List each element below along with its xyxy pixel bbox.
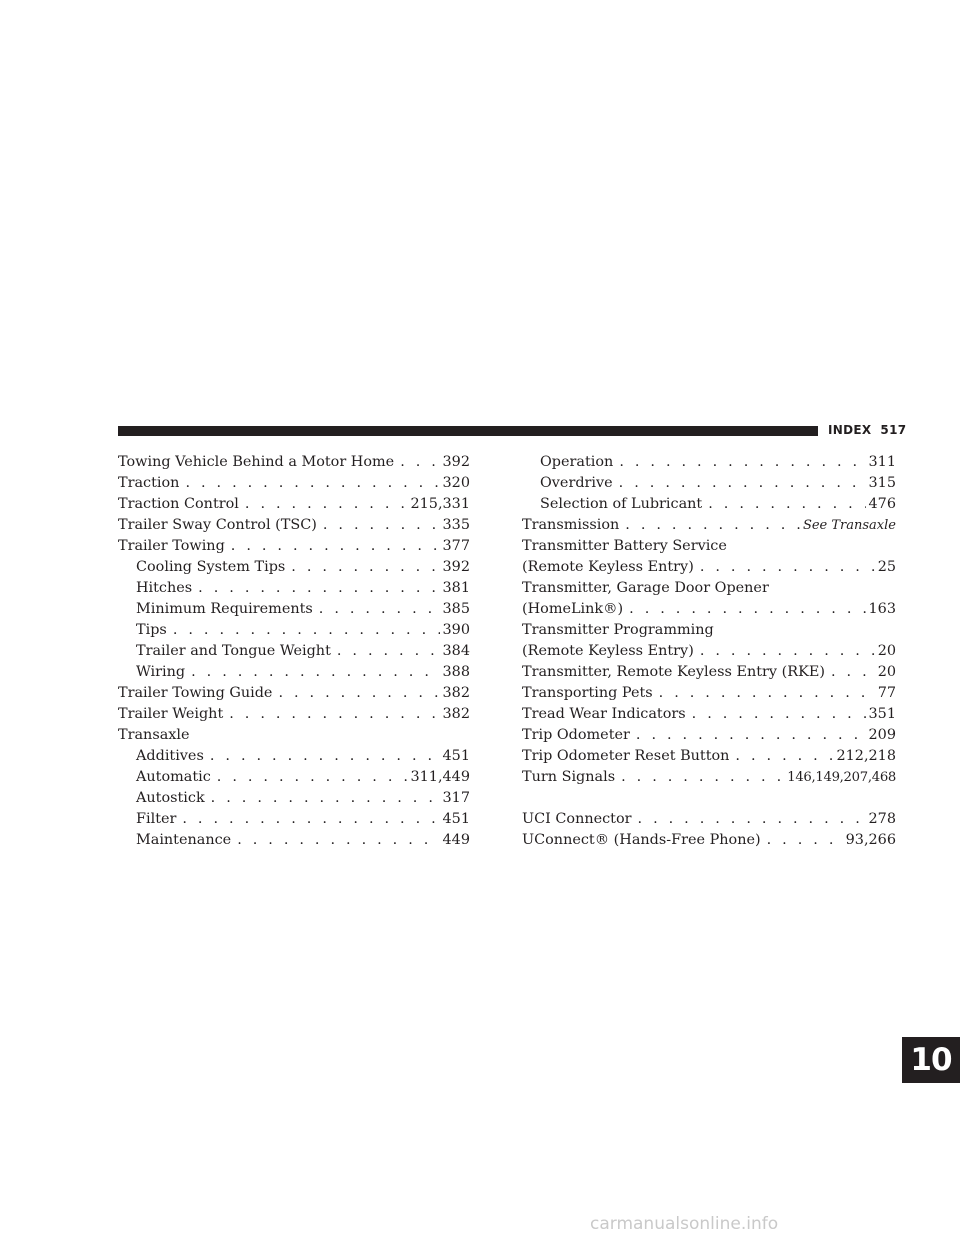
- index-entry: [522, 599, 896, 620]
- index-term: Transporting Pets: [522, 685, 653, 701]
- index-entry: [118, 620, 470, 641]
- dot-leader: [198, 578, 439, 599]
- index-entry: [118, 557, 470, 578]
- index-term: Transmitter Battery Service: [522, 538, 727, 554]
- index-page-ref: 163: [868, 601, 896, 617]
- index-term: Filter: [136, 811, 177, 827]
- dot-leader: [191, 662, 439, 683]
- index-page-ref: 212,218: [836, 748, 896, 764]
- index-entry: [118, 494, 470, 515]
- index-page-ref: 388: [442, 664, 470, 680]
- dot-leader: [319, 599, 440, 620]
- dot-leader: [173, 620, 440, 641]
- index-entry: [118, 473, 470, 494]
- index-entry: [118, 515, 470, 536]
- index-page-ref: 382: [442, 706, 470, 722]
- dot-leader: [619, 473, 866, 494]
- index-term: Overdrive: [540, 475, 613, 491]
- index-page-ref: 20: [877, 643, 896, 659]
- index-entry: [118, 662, 470, 683]
- index-page-ref: 392: [442, 454, 470, 470]
- index-page-ref: 382: [442, 685, 470, 701]
- index-page-ref: 390: [442, 622, 470, 638]
- index-page-ref: 317: [442, 790, 470, 806]
- index-term: Transmission: [522, 517, 620, 533]
- index-entry: [522, 683, 896, 704]
- index-page-ref: 351: [868, 706, 896, 722]
- dot-leader: [625, 515, 800, 536]
- index-term: Traction Control: [118, 496, 239, 512]
- index-page-ref: 315: [868, 475, 896, 491]
- index-entry: [522, 809, 896, 830]
- index-entry: [522, 767, 896, 788]
- index-term: (HomeLink®): [522, 601, 624, 617]
- index-term: Operation: [540, 454, 614, 470]
- index-page-ref: 392: [442, 559, 470, 575]
- index-term: Cooling System Tips: [136, 559, 286, 575]
- dot-leader: [659, 683, 875, 704]
- index-term: Trailer Weight: [118, 706, 224, 722]
- index-entry: [522, 725, 896, 746]
- index-entry: [118, 725, 470, 746]
- index-page-ref: 335: [442, 517, 470, 533]
- dot-leader: [621, 767, 784, 788]
- index-page-ref: 311: [868, 454, 896, 470]
- index-entry: [118, 641, 470, 662]
- dot-leader: [638, 809, 866, 830]
- index-entry: [522, 830, 896, 851]
- dot-leader: [735, 746, 833, 767]
- index-term: Tips: [136, 622, 167, 638]
- index-term: Minimum Requirements: [136, 601, 313, 617]
- dot-leader: [619, 452, 865, 473]
- index-page-ref: 476: [868, 496, 896, 512]
- index-page-ref: 146,149,207,468: [787, 770, 896, 785]
- index-term: Trip Odometer: [522, 727, 630, 743]
- index-page-ref: 25: [877, 559, 896, 575]
- index-term: Turn Signals: [522, 769, 616, 785]
- dot-leader: [629, 599, 865, 620]
- dot-leader: [831, 662, 875, 683]
- running-header: [828, 423, 906, 437]
- dot-leader: [278, 683, 439, 704]
- index-term: Trailer Sway Control (TSC): [118, 517, 317, 533]
- index-entry: [118, 767, 470, 788]
- index-term: Selection of Lubricant: [540, 496, 703, 512]
- index-entry: [522, 641, 896, 662]
- index-term: Trip Odometer Reset Button: [522, 748, 730, 764]
- index-page-ref: 381: [442, 580, 470, 596]
- index-entry: [118, 599, 470, 620]
- dot-leader: [217, 767, 408, 788]
- dot-leader: [700, 557, 875, 578]
- index-page-ref: 451: [442, 748, 470, 764]
- dot-leader: [700, 641, 875, 662]
- index-column-right: [522, 452, 896, 851]
- index-term: Trailer Towing Guide: [118, 685, 273, 701]
- chapter-tab: 10: [902, 1037, 960, 1083]
- index-page-ref: 209: [868, 727, 896, 743]
- index-term: Transmitter Programming: [522, 622, 714, 638]
- index-term: Hitches: [136, 580, 193, 596]
- index-term: (Remote Keyless Entry): [522, 559, 694, 575]
- index-term: Automatic: [136, 769, 211, 785]
- index-entry: [522, 662, 896, 683]
- index-term: Transmitter, Garage Door Opener: [522, 580, 769, 596]
- index-column-left: [118, 452, 470, 851]
- index-entry: [118, 809, 470, 830]
- index-term: Trailer Towing: [118, 538, 225, 554]
- index-page-ref: 93,266: [845, 832, 896, 848]
- index-entry: [522, 536, 896, 557]
- dot-leader: [636, 725, 866, 746]
- index-term: (Remote Keyless Entry): [522, 643, 694, 659]
- index-page-ref: 384: [442, 643, 470, 659]
- dot-leader: [229, 704, 439, 725]
- index-entry: [522, 515, 896, 536]
- index-term: Tread Wear Indicators: [522, 706, 686, 722]
- dot-leader: [211, 788, 440, 809]
- index-term: Transmitter, Remote Keyless Entry (RKE): [522, 664, 825, 680]
- index-page-ref: 377: [442, 538, 470, 554]
- dot-leader: [291, 557, 439, 578]
- index-page-ref: 320: [442, 475, 470, 491]
- index-page-ref: 451: [442, 811, 470, 827]
- index-term: UConnect® (Hands-Free Phone): [522, 832, 761, 848]
- dot-leader: [692, 704, 866, 725]
- index-page-ref: 77: [877, 685, 896, 701]
- index-page-ref: 278: [868, 811, 896, 827]
- index-term: Maintenance: [136, 832, 232, 848]
- index-page-ref: 385: [442, 601, 470, 617]
- section-title: INDEX: [828, 423, 872, 437]
- dot-leader: [231, 536, 440, 557]
- index-term: Traction: [118, 475, 180, 491]
- index-entry: [522, 704, 896, 725]
- index-term: Transaxle: [118, 727, 190, 743]
- index-entry: [118, 704, 470, 725]
- index-term: UCI Connector: [522, 811, 632, 827]
- index-entry: [522, 746, 896, 767]
- index-entry: [522, 473, 896, 494]
- index-term: Trailer and Tongue Weight: [136, 643, 331, 659]
- index-page-ref: 449: [442, 832, 470, 848]
- dot-leader: [237, 830, 439, 851]
- header-rule: [118, 426, 818, 436]
- index-page-ref: See Transaxle: [802, 518, 896, 533]
- index-entry: [118, 536, 470, 557]
- index-entry: [118, 830, 470, 851]
- index-entry: [522, 452, 896, 473]
- index-page-ref: 215,331: [410, 496, 470, 512]
- index-entry: [522, 620, 896, 641]
- index-entry: [118, 788, 470, 809]
- dot-leader: [182, 809, 439, 830]
- index-term: Towing Vehicle Behind a Motor Home: [118, 454, 395, 470]
- dot-leader: [767, 830, 843, 851]
- dot-leader: [185, 473, 439, 494]
- index-term: Wiring: [136, 664, 186, 680]
- dot-leader: [337, 641, 440, 662]
- index-entry: [118, 746, 470, 767]
- dot-leader: [400, 452, 439, 473]
- index-entry: [522, 557, 896, 578]
- index-entry: [118, 578, 470, 599]
- index-term: Autostick: [136, 790, 205, 806]
- index-entry: [522, 578, 896, 599]
- dot-leader: [210, 746, 440, 767]
- page-number: 517: [880, 423, 907, 437]
- dot-leader: [323, 515, 440, 536]
- index-entry: [118, 452, 470, 473]
- index-page-ref: 20: [877, 664, 896, 680]
- dot-leader: [245, 494, 408, 515]
- index-term: Additives: [136, 748, 204, 764]
- index-entry: [522, 494, 896, 515]
- watermark: carmanualsonline.info: [590, 1214, 779, 1234]
- dot-leader: [708, 494, 865, 515]
- index-entry: [118, 683, 470, 704]
- index-page-ref: 311,449: [410, 769, 470, 785]
